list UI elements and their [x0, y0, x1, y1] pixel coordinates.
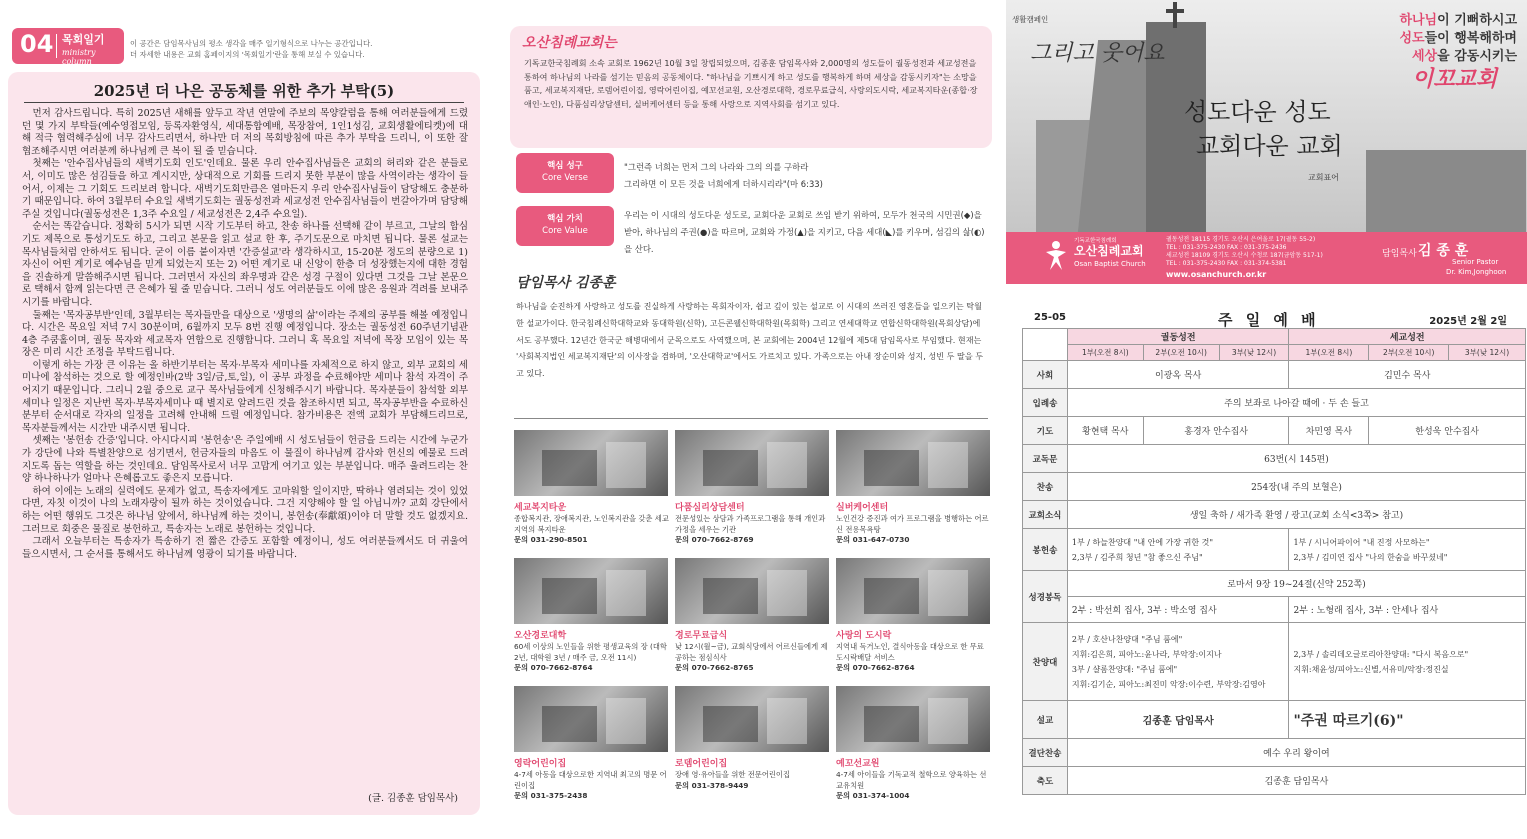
- institution-photo: [514, 686, 668, 752]
- table-row: 교독문 63번(시 145편): [1023, 445, 1526, 473]
- church-info-bar: [1006, 232, 1527, 284]
- column-title: 목회일기: [62, 33, 105, 46]
- pastor-name-en: Dr. Kim,Jonghoon: [1446, 268, 1507, 276]
- campus-header-row: [1023, 329, 1526, 345]
- institution-photo: [514, 430, 668, 496]
- motto-line-1: 성도다운 성도: [1184, 98, 1331, 126]
- cross-icon: [1166, 9, 1184, 13]
- motto-label: 교회표어: [1308, 173, 1339, 182]
- ministry-column: [8, 20, 480, 815]
- paragraph: 순서는 똑같습니다. 정확히 5시가 되면 시작 기도부터 하고, 찬송 하나를 선택해 같이 부르고, 그날의 합심기도 제목으로 통성기도도 하고, 그리고 본문을 읽고 설교 한 후, 주기도문으로 마치면 됩니다. 물론 설교는 목사님들처럼 안하셔도 됩니다. 굳이 이름 붙이자면 '간증설교'라 생각하시고, 15-20분 정도의 분량으로 1) 자신이 어떤 계기로 예수님을 믿게 되었는지 또는 2) 어떤 계기로 내 신앙이 한층 더 성장했는지에 대한 경험을 진솔하게 말씀해주시면 됩니다. 그러면서 자신의 좌우명과 같은 성경 구절이 있다면 그것을 그날 본문으로 택해서 함께 읽는다면 큰 은혜가 될 줄 믿습니다. 그러니 성도 여러분들도 이에 많은 응원과 격려를 보내주시기를 바랍니다.: [22, 221, 468, 308]
- campus-2: 세교성전: [1289, 329, 1526, 345]
- building-shape: [1366, 150, 1526, 232]
- core-verse-text: "그런즉 너희는 먼저 그의 나라와 그의 의를 구하라 그리하면 이 모든 것을 너희에게 더하시리라"(마 6:33): [624, 162, 823, 189]
- pastor-title-en: Senior Pastor: [1452, 258, 1499, 266]
- church-name: 오산침례교회: [1074, 244, 1144, 258]
- table-row: 찬송 254장(내 주의 보혈은): [1023, 473, 1526, 501]
- church-banner: [1006, 0, 1527, 232]
- table-row: 결단찬송 예수 우리 왕이여: [1023, 739, 1526, 767]
- paragraph: 하여 이에는 노래의 실력에도 문제가 없고, 특송자에게도 고마워할 일이지만, 딱하나 염려되는 것이 있었다면, 자칫 이것이 나의 노래자랑이 될까 하는 것이었습니다. 그건 지양해야 할 일 아닙니까? 교회 강단에서 하는 어떤 행위도 그것은 하나님 앞에서, 하나님께 하는 것이니, 봉헌송(奉獻頌)이야 더 말할 것도 없겠지요. 그러므로 회중은 물질로 봉헌하고, 특송자는 노래로 봉헌하는 것입니다.: [22, 485, 468, 535]
- sermon-title: "주권 따르기(6)": [1289, 701, 1526, 739]
- core-verse-label: 핵심 성구 Core Verse: [516, 153, 614, 193]
- core-value-text: 우리는 이 시대의 성도다운 성도로, 교회다운 교회로 쓰임 받기 위하여, 모두가 천국의 시민권(◆)을 받아, 하나님의 주권(●)을 따르며, 교회와 가정(▲)을 지키고, 다음 세대(◣)를 키우며, 섬김의 삶(◐)을 산다.: [624, 210, 985, 254]
- institution-photo: [675, 558, 829, 624]
- institution-photo: [836, 558, 990, 624]
- column-header: [12, 24, 476, 68]
- article-body: [22, 108, 468, 561]
- paragraph: 첫째는 '안수집사님들의 새벽기도회 인도'인데요. 물론 우리 안수집사님들은 교회의 허리와 같은 분들로서, 이미도 많은 섬김들을 하고 계시지만, 상대적으로 기회를 드리지 못한 부분이 많을 사역이라는 생각이 들어서, 이제는 그 기회도 드리보려 합니다. 새벽기도회만큼은 열마든지 우리 안수집사님들이 담당해도 충분하기 때문입니다. 하여 3월부터 수요일 새벽기도회는 궐동성전과 세교성전 안수집사님들이 번갈아가며 담당해주실 것입니다(궐동성전은 1,3주 수요일 / 세교성전은 2,4주 수요일).: [22, 158, 468, 220]
- cross-icon: [1173, 2, 1177, 28]
- paragraph: 그래서 오늘부터는 특송자가 특송하기 전 짧은 간증도 포함할 예정이니, 성도 여러분들께서도 더 귀울여 들으시면서, 그 순서를 통해서도 하나님께 영광이 되기를 바랍니다.: [22, 536, 468, 560]
- intro-text: 기독교한국침례회 소속 교회로 1962년 10월 3일 창립되었으며, 김종훈 담임목사와 2,000명의 성도들이 궐동성전과 세교성전을 통하여 하나님의 나라를 섬기는 믿음의 공동체이다. "하나님을 기쁘시게 하고 성도를 행복하게 하며 세상을 감동시키자"는 소망을 품고, 세교복지재단, 로뎀어린이집, 영락어린이집, 예꼬선교원, 오산경로대학, 경로무료급식, 사랑의도시락, 세교복지타운(종합·장애인·노인), 다품심리상담센터, 실버케어센터 등을 통해 사랑으로 지역사회를 섬기고 있다.: [524, 58, 978, 109]
- article-title: 2025년 더 나은 공동체를 위한 추가 부탁(5): [93, 82, 395, 100]
- column-description: 이 공간은 담임목사님의 평소 생각을 매주 일기형식으로 나누는 공간입니다. 더 자세한 내용은 교회 홈페이지의 '목회일기'란을 통해 보실 수 있습니다.: [130, 39, 373, 59]
- table-row: 설교 김종훈 담임목사 "주권 따르기(6)": [1023, 701, 1526, 739]
- table-row: 교회소식 생일 축하 / 새가족 환영 / 광고(교회 소식<3쪽> 참고): [1023, 501, 1526, 529]
- institution-photo: [836, 686, 990, 752]
- table-row: 찬양대 2부 / 호산나찬양대 "주님 품에" 지휘:김은희, 피아노:윤나라, 부악장:이지나 3부 / 샬롬찬양대: "주님 품에" 지휘:김기순, 피아노:최진미 악장:이수련, 부악장:김영아 2,3부 / 솔리데오글로리아찬양대: "다시 복음으로" 지휘:채윤성/피아노:신별,서유미/악장:정진실: [1023, 623, 1526, 701]
- institution-photo: [836, 430, 990, 496]
- campus-1: 궐동성전: [1067, 329, 1289, 345]
- institution-photo: [675, 686, 829, 752]
- website-link[interactable]: www.osanchurch.or.kr: [1166, 270, 1267, 279]
- intro-heading: 오산침례교회는: [522, 35, 617, 51]
- signature: (글. 김종훈 담임목사): [368, 793, 458, 804]
- worship-order-table: [1022, 328, 1526, 795]
- church-intro-column: [498, 20, 998, 820]
- pastor-name: 김 종 훈: [1418, 243, 1469, 259]
- institution-card: 오산경로대학 60세 이상의 노인들을 위한 평생교육의 장 (대학 2년, 대학원 3년 / 매주 금, 오전 11시) 문의 070-7662-8764: [514, 558, 668, 682]
- title-underline: [24, 102, 464, 103]
- table-row: 축도 김종훈 담임목사: [1023, 767, 1526, 795]
- table-row: 봉헌송 1부 / 하늘찬양대 "내 안에 가장 귀한 것" 2,3부 / 김주희 청년 "참 좋으신 주님" 1부 / 시니어파이어 "내 진정 사모하는" 2,3부 / 김미연 집사 "나의 한숨을 바꾸셨네": [1023, 529, 1526, 571]
- column-badge: [12, 28, 124, 64]
- table-row: 사회 이광옥 목사 김민수 목사: [1023, 361, 1526, 389]
- worship-title: 주 일 예 배: [1218, 311, 1320, 329]
- institution-photo: [514, 558, 668, 624]
- paragraph: 먼저 감사드립니다. 특히 2025년 새해를 앞두고 작년 연말에 주보의 목양칼럼을 통해 여러분들에게 드렸던 몇 가지 부탁들(예수영접모임, 등록자환영식, 세대통합예배, 목장참여, 1인1성김, 교회생활에티켓)에 대해 적극 협력해주심에 너무 감사드리면서, 하나만 더 저의 목회방침에 따른 추가 부탁을 드리니, 이 또한 잘 협조해주시면 여러분께 하나님께 큰 복이 될 줄 믿습니다.: [22, 108, 468, 157]
- church-name-en: Osan Baptist Church: [1074, 260, 1146, 268]
- worship-column: [1006, 0, 1527, 839]
- page-number: 04: [20, 30, 54, 58]
- institution-card: 예꼬선교원 4-7세 아이들을 기독교적 철학으로 양육하는 선교유치원 문의 031-374-1004: [836, 686, 990, 810]
- service-time-row: 1부(오전 8시) 2부(오전 10시) 3부(낮 12시) 1부(오전 8시) 2부(오전 10시) 3부(낮 12시): [1023, 345, 1526, 361]
- core-value-label: 핵심 가치 Core Value: [516, 206, 614, 246]
- institution-card: 사랑의 도시락 지역내 독거노인, 결식아동을 대상으로 한 무료 도시락배달 서비스 문의 070-7662-8764: [836, 558, 990, 682]
- institution-card: 다품심리상담센터 전문성있는 상담과 가족프로그램을 통해 개인과 가정을 세우는 기관 문의 070-7662-8769: [675, 430, 829, 554]
- slogan-brand: 이꼬교회: [1411, 66, 1497, 92]
- table-row: 성경봉독 로마서 9장 19~24절(신약 252쪽): [1023, 571, 1526, 597]
- paragraph: 이렇게 하는 가장 큰 이유는 올 하반기부터는 목자·부목자 세미나를 자체적으로 하지 않고, 외부 교회의 세미나에 참석하는 것으로 할 예정인바(2박 3일/금,토,일), 이 공부 과정을 수료해야만 세미나 참석 자격이 주어지기 때문입니다. 그리니 2월 중으로 교구 목사님들에게 신청해주시기 바랍니다. 목자분들이 참석할 외부세미나 일정은 지난번 목자·부목자세미나 때 별지로 알려드린 것을 참조하시면 되고, 목자공부반을 수료하신 분부터 순서대로 각자의 일정을 고려해 안내해 드릴 예정입니다. 참가비용은 전액 교회가 부담해드리므로, 목자분들께서는 시간만 내주시면 됩니다.: [22, 359, 468, 434]
- table-row: 기도 황현택 목사 홍경자 안수집사 차민영 목사 한성욱 안수집사: [1023, 417, 1526, 445]
- church-logo-icon: [1042, 240, 1070, 272]
- institution-card: 영락어린이집 4-7세 아동을 대상으로한 지역내 최고의 명문 어린이집 문의 031-375-2438: [514, 686, 668, 810]
- pastor-title: 담임목사: [1382, 249, 1417, 259]
- table-row: 2부 : 박선희 집사, 3부 : 박소영 집사 2부 : 노형래 집사, 3부 : 안세나 집사: [1023, 597, 1526, 623]
- campaign-script: 그리고 웃어요: [1030, 41, 1165, 66]
- worship-date: 2025년 2월 2일: [1429, 316, 1507, 327]
- institution-card: 실버케어센터 노인건강 증진과 여가 프로그램을 병행하는 어르신 전용목욕탕 문의 031-647-0730: [836, 430, 990, 554]
- institution-card: 로뎀어린이집 장애 영·유아들을 위한 전문어린이집 문의 031-378-9449: [675, 686, 829, 810]
- bulletin-week: 25-05: [1034, 312, 1066, 323]
- church-slogan: 하나님이 기뻐하시고 성도들이 행복해하며 세상을 감동시키는: [1399, 13, 1517, 64]
- pastor-bio: 하나님을 순진하게 사랑하고 성도를 진실하게 사랑하는 목회자이자, 쉽고 깊이 있는 설교로 이 시대의 쓰러진 영혼들을 일으키는 탁월한 설교가이다. 한국침례신학대학교와 동대학원(신학), 고든콘웰신학대학원(목회학) 그리고 연세대학교 연합신학대학원(목회상담)에서도 공부했다. 12년간 한국군 해병대에서 군목으로도 사역했으며, 본 교회에는 2004년 12월에 제5대 담임목사로 부임했다. 현재는 '사회복지법인 세교복지재단'의 이사장을 겸하며, '오산대학교'에서도 가르치고 있다. 가족으로는 아내 장순미와 성지, 성빈 두 딸을 두고 있다.: [516, 301, 984, 379]
- denomination: 기독교한국침례회: [1074, 238, 1117, 244]
- campaign-label: 생활캠페인: [1012, 15, 1049, 24]
- institution-card: 세교복지타운 종합복지관, 장애복지관, 노인복지관을 갖춘 세교지역의 복지타운 문의 031-290-8501: [514, 430, 668, 554]
- pastor-heading: 담임목사 김종훈: [516, 275, 616, 291]
- paragraph: 둘째는 '목자공부반'인데, 3월부터는 목자들만을 대상으로 '생명의 삶'이라는 주제의 공부를 해볼 예정입니다. 시간은 목요일 저녁 7시 30분이며, 6월까지 모두 8번 진행 예정입니다. 장소는 궐동성전 60주년기념관 4층 주쿰홀이며, 궐동 목자와 세교목자 연합으로 진행합니다. 그러니 혹 목요일 저녁에 목장 모임이 있는 목장은 미리 시간 조정을 부탁드립니다.: [22, 309, 468, 359]
- section-divider: [514, 418, 988, 419]
- paragraph: 셋째는 '봉헌송 간증'입니다. 아시다시피 '봉헌송'은 주일예배 시 성도님들이 헌금을 드리는 시간에 누군가가 강단에 나와 특별찬양으로 섬기면서, 헌금자들의 마음도 이 물질이 하나님께 감사와 헌신의 예물로 드려지도록 돕는 역할을 하는 것인데요. 담임목사로서 너무 고맙게 여기고 있는 부분입니다. 매주 울려드리는 찬양 하나하나가 얼마나 은혜롭고도 좋은지 모릅니다.: [22, 435, 468, 485]
- church-address: 궐동성전 18115 경기도 오산시 은여울로 17(궐동 55-2) TEL : 031-375-2430 FAX : 031-375-2436 세교성전 18109 경기도 오산시 수청로 187(금암동 517-1) TEL : 031-375-2430 FAX : 031-374-5381: [1166, 236, 1323, 267]
- preacher: 김종훈 담임목사: [1067, 701, 1289, 739]
- institution-photo: [675, 430, 829, 496]
- institution-card: 경로무료급식 낮 12시(월~금), 교회식당에서 어르신들에게 제공하는 점심식사 문의 070-7662-8765: [675, 558, 829, 682]
- column-title-en: ministry column: [62, 48, 96, 66]
- badge-divider: [56, 34, 57, 58]
- table-row: 입례송 주의 보좌로 나아갈 때에 · 두 손 들고: [1023, 389, 1526, 417]
- motto-line-2: 교회다운 교회: [1196, 132, 1343, 160]
